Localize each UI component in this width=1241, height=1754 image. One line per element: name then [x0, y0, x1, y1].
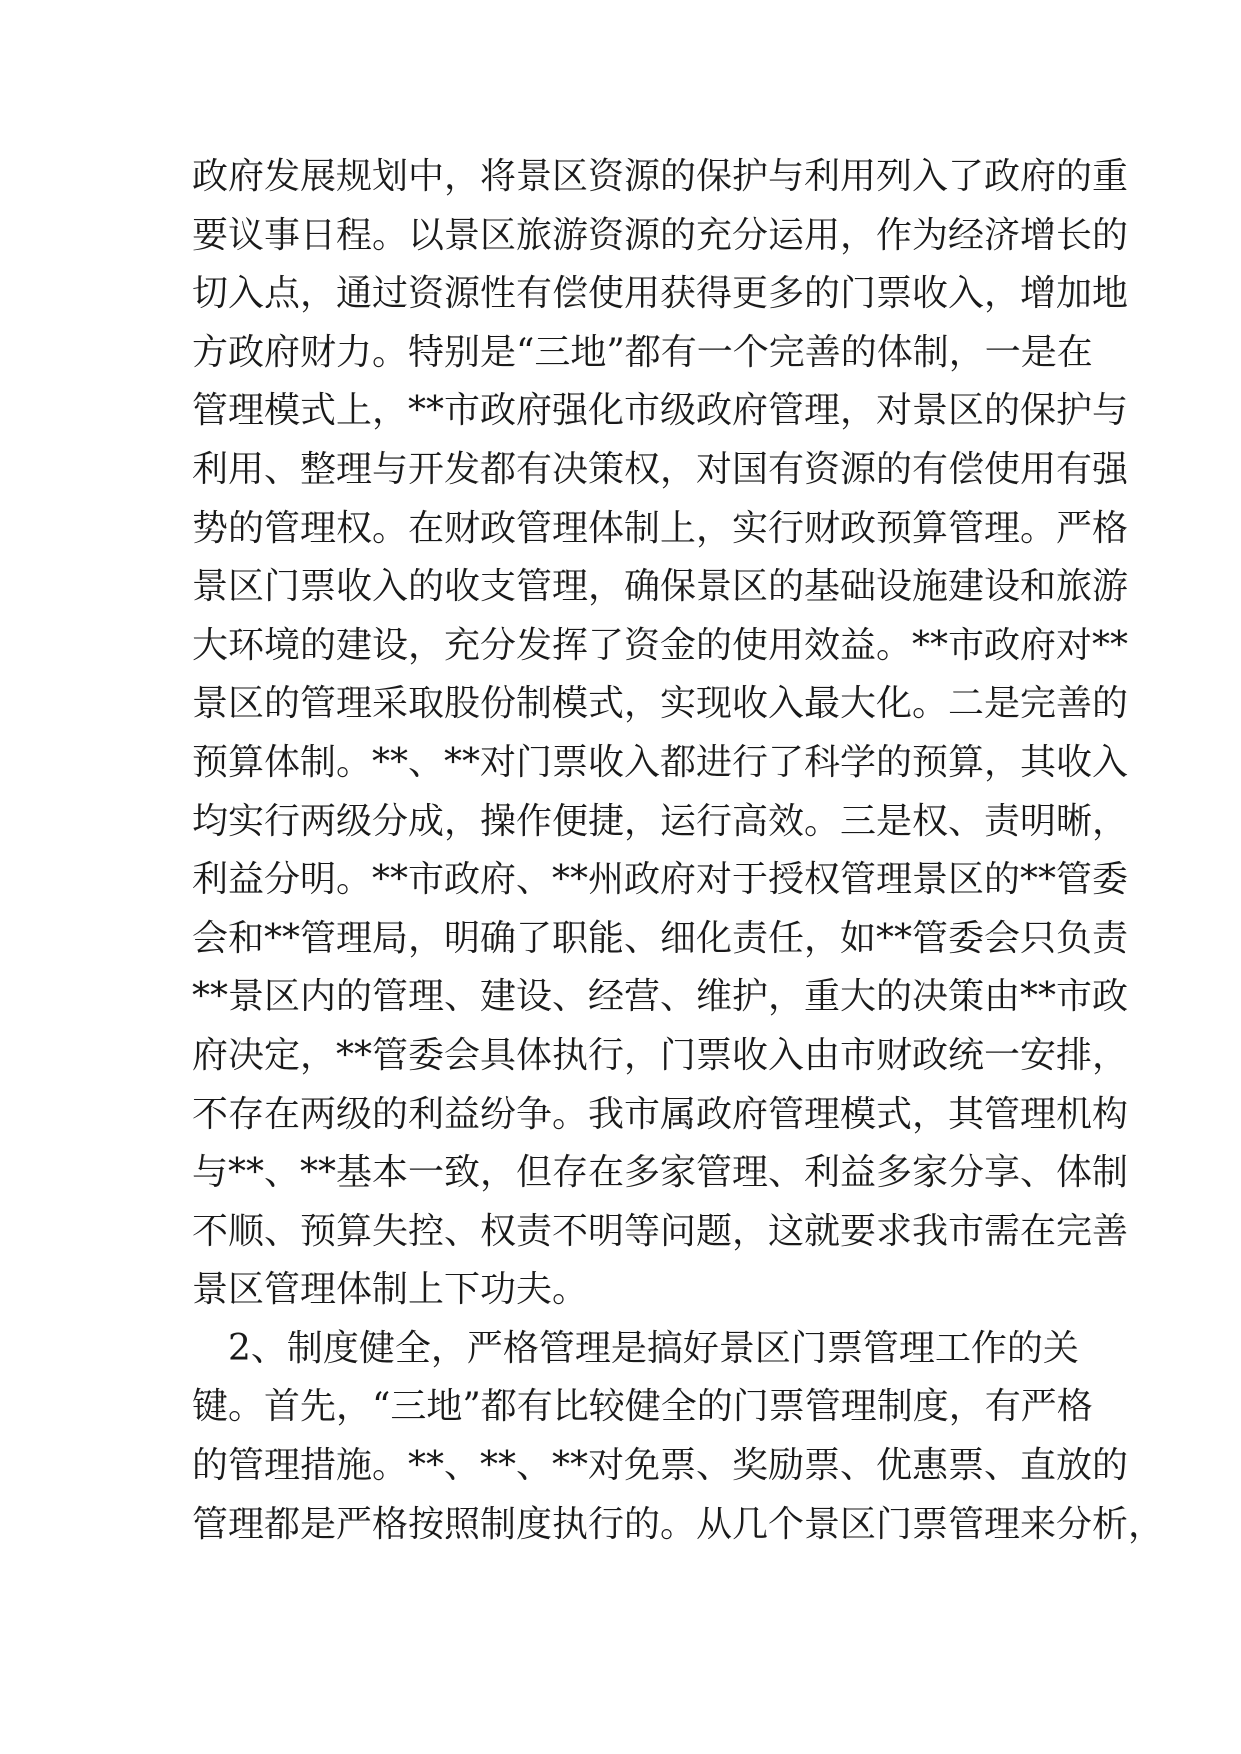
- text-line: 府决定，**管委会具体执行，门票收入由市财政统一安排，: [192, 1034, 1129, 1076]
- text-line: **景区内的管理、建设、经营、维护，重大的决策由**市政: [192, 976, 1129, 1018]
- text-line: 景区门票收入的收支管理，确保景区的基础设施建设和旅游: [192, 566, 1129, 608]
- text-line: 景区管理体制上下功夫。: [192, 1269, 589, 1311]
- paragraph-start-line: 2、制度健全，严格管理是搞好景区门票管理工作的关: [228, 1327, 1079, 1369]
- text-line: 政府发展规划中，将景区资源的保护与利用列入了政府的重: [192, 156, 1129, 197]
- text-line: 方政府财力。特别是“三地”都有一个完善的体制，一是在: [192, 331, 1093, 373]
- text-line: 的管理措施。**、**、**对免票、奖励票、优惠票、直放的: [192, 1445, 1129, 1487]
- text-line: 要议事日程。以景区旅游资源的充分运用，作为经济增长的: [192, 214, 1129, 256]
- text-line: 大环境的建设，充分发挥了资金的使用效益。**市政府对**: [192, 624, 1129, 666]
- body-text: [192, 148, 1165, 1554]
- text-line: 会和**管理局，明确了职能、细化责任，如**管委会只负责: [192, 917, 1129, 959]
- text-line: 键。首先，“三地”都有比较健全的门票管理制度，有严格: [192, 1386, 1093, 1428]
- text-line: 不顺、预算失控、权责不明等问题，这就要求我市需在完善: [192, 1210, 1129, 1252]
- text-line: 利益分明。**市政府、**州政府对于授权管理景区的**管委: [192, 859, 1129, 901]
- text-line: 不存在两级的利益纷争。我市属政府管理模式，其管理机构: [192, 1093, 1129, 1135]
- text-line: 景区的管理采取股份制模式，实现收入最大化。二是完善的: [192, 683, 1129, 725]
- text-line: 管理模式上，**市政府强化市级政府管理，对景区的保护与: [192, 390, 1129, 432]
- text-line: 与**、**基本一致，但存在多家管理、利益多家分享、体制: [192, 1152, 1129, 1194]
- text-line: 切入点，通过资源性有偿使用获得更多的门票收入，增加地: [192, 273, 1129, 315]
- text-line: 势的管理权。在财政管理体制上，实行财政预算管理。严格: [192, 507, 1129, 549]
- text-line: 利用、整理与开发都有决策权，对国有资源的有偿使用有强: [192, 448, 1129, 490]
- text-line: 均实行两级分成，操作便捷，运行高效。三是权、责明晰，: [192, 800, 1129, 842]
- text-line: 预算体制。**、**对门票收入都进行了科学的预算，其收入: [192, 741, 1129, 783]
- text-line: 管理都是严格按照制度执行的。从几个景区门票管理来分析，: [192, 1503, 1165, 1545]
